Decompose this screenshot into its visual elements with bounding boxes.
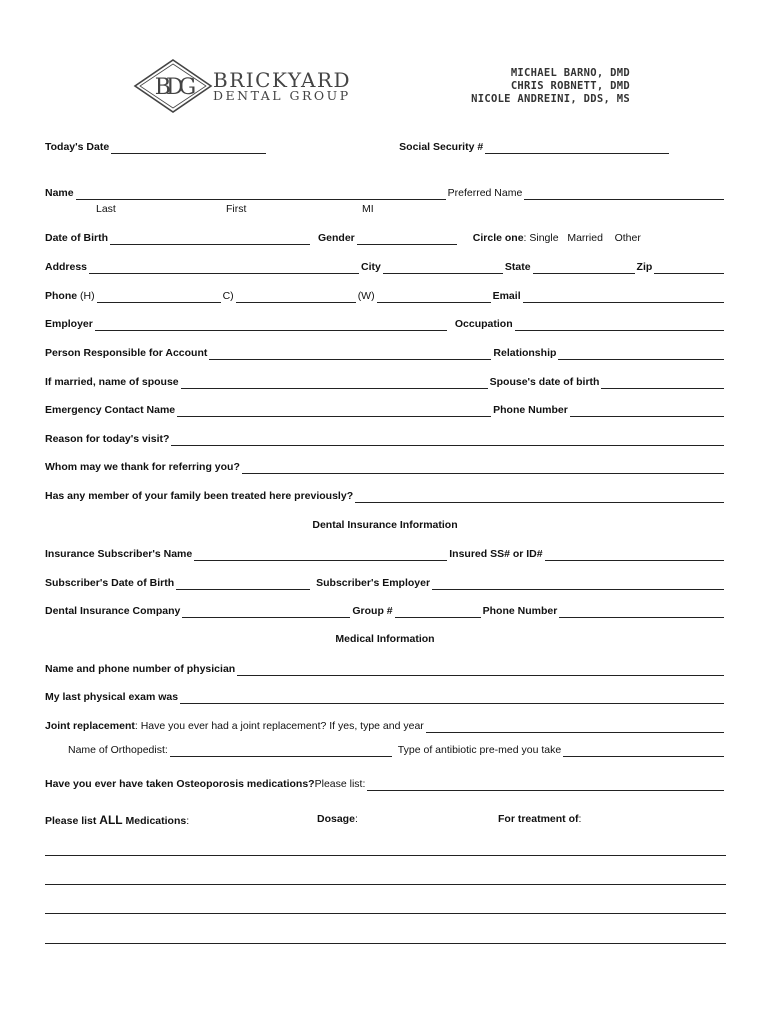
emergency-phone-label: Phone Number [493, 404, 568, 416]
row-address [45, 258, 726, 274]
medication-line[interactable] [45, 943, 726, 944]
gender-field[interactable] [357, 232, 457, 245]
insurance-company-field[interactable] [182, 605, 350, 618]
orthopedist-label: Name of Orthopedist: [68, 744, 168, 756]
brickyard-logo-mark [133, 58, 213, 114]
last-physical-label: My last physical exam was [45, 691, 179, 703]
group-label: Group # [352, 605, 393, 617]
row-name [45, 184, 726, 200]
row-date-ssn [45, 138, 726, 154]
emergency-contact-field[interactable] [177, 404, 491, 417]
referral-label: Whom may we thank for referring you? [45, 461, 240, 473]
insurance-heading: Dental Insurance Information [312, 519, 458, 531]
employer-field[interactable] [95, 318, 447, 331]
todays-date-label: Today's Date [45, 141, 110, 153]
preferred-name-label: Preferred Name [447, 187, 523, 199]
medical-heading: Medical Information [335, 633, 435, 645]
email-label: Email [492, 290, 521, 302]
name-sub-last: Last [96, 203, 116, 215]
row-emergency [45, 401, 726, 417]
medication-line[interactable] [45, 913, 726, 914]
name-field[interactable] [76, 187, 446, 200]
city-field[interactable] [383, 261, 503, 274]
row-orthopedist [68, 741, 726, 757]
joint-replacement-label: Joint replacement [45, 720, 135, 732]
zip-field[interactable] [654, 261, 724, 274]
subscriber-name-field[interactable] [194, 548, 447, 561]
ssn-label: Social Security # [399, 141, 484, 153]
name-sub-first: First [226, 203, 247, 215]
relationship-label: Relationship [493, 347, 557, 359]
row-physician [45, 660, 726, 676]
person-responsible-label: Person Responsible for Account [45, 347, 208, 359]
spouse-name-field[interactable] [181, 376, 488, 389]
phone-label: Phone (H) [45, 290, 95, 302]
phone-work-field[interactable] [377, 290, 491, 303]
joint-replacement-question: : Have you ever had a joint replacement? If yes, type and year [134, 720, 424, 732]
row-employer [45, 315, 726, 331]
employer-label: Employer [45, 318, 93, 330]
reason-visit-field[interactable] [171, 433, 724, 446]
ssn-field[interactable] [485, 141, 669, 154]
circle-one-label: Circle one [472, 232, 524, 244]
insurance-phone-label: Phone Number [482, 605, 558, 617]
zip-label: Zip [636, 261, 653, 273]
insured-ss-field[interactable] [545, 548, 724, 561]
insurance-company-label: Dental Insurance Company [45, 605, 181, 617]
row-subscriber [45, 545, 726, 561]
phone-cell-field[interactable] [236, 290, 356, 303]
spouse-name-label: If married, name of spouse [45, 376, 179, 388]
medication-line[interactable] [45, 855, 726, 856]
phone-work-label: (W) [357, 290, 375, 302]
address-field[interactable] [89, 261, 359, 274]
last-physical-field[interactable] [180, 691, 724, 704]
row-subscriber-dob [45, 574, 726, 590]
phone-cell-label: C) [222, 290, 234, 302]
subscriber-name-label: Insurance Subscriber's Name [45, 548, 193, 560]
osteoporosis-label: Have you ever have taken Osteoporosis medications? [45, 778, 315, 790]
physician-field[interactable] [237, 663, 724, 676]
joint-replacement-field[interactable] [426, 720, 724, 733]
row-osteoporosis [45, 775, 726, 791]
row-responsible [45, 344, 726, 360]
occupation-field[interactable] [515, 318, 724, 331]
occupation-label: Occupation [454, 318, 513, 330]
logo-monogram-text: BDG [154, 75, 192, 100]
row-referral [45, 458, 726, 474]
marital-options[interactable]: : Single Married Other [523, 232, 641, 244]
relationship-field[interactable] [558, 347, 724, 360]
name-sub-mi: MI [362, 203, 374, 215]
orthopedist-field[interactable] [170, 744, 392, 757]
doctor-name: CHRIS ROBNETT, DMD [510, 80, 630, 92]
state-field[interactable] [533, 261, 635, 274]
row-phone [45, 287, 726, 303]
reason-visit-label: Reason for today's visit? [45, 433, 170, 445]
group-field[interactable] [395, 605, 481, 618]
osteoporosis-note: Please list: [314, 778, 366, 790]
subscriber-dob-label: Subscriber's Date of Birth [45, 577, 175, 589]
spouse-dob-label: Spouse's date of birth [489, 376, 600, 388]
name-label: Name [45, 187, 74, 199]
subscriber-employer-label: Subscriber's Employer [316, 577, 431, 589]
referral-field[interactable] [242, 461, 724, 474]
row-physical [45, 688, 726, 704]
antibiotic-field[interactable] [563, 744, 724, 757]
medication-line[interactable] [45, 884, 726, 885]
city-label: City [361, 261, 381, 273]
email-field[interactable] [523, 290, 724, 303]
osteoporosis-field[interactable] [367, 778, 724, 791]
row-spouse [45, 373, 726, 389]
dosage-label: Dosage: [317, 813, 358, 825]
antibiotic-label: Type of antibiotic pre-med you take [397, 744, 562, 756]
emergency-contact-label: Emergency Contact Name [45, 404, 176, 416]
doctor-list [471, 67, 630, 106]
family-treated-field[interactable] [355, 490, 724, 503]
dob-field[interactable] [110, 232, 310, 245]
row-family [45, 487, 726, 503]
spouse-dob-field[interactable] [601, 376, 724, 389]
row-dob [45, 229, 726, 245]
brand-name: BRICKYARD [213, 68, 352, 92]
row-reason [45, 430, 726, 446]
emergency-phone-field[interactable] [570, 404, 724, 417]
subscriber-dob-field[interactable] [176, 577, 310, 590]
person-responsible-field[interactable] [209, 347, 491, 360]
phone-home-field[interactable] [97, 290, 221, 303]
preferred-name-field[interactable] [524, 187, 724, 200]
physician-label: Name and phone number of physician [45, 663, 236, 675]
medications-label: Please list ALL Medications: [45, 813, 190, 827]
state-label: State [504, 261, 531, 273]
insured-ss-label: Insured SS# or ID# [449, 548, 543, 560]
dob-label: Date of Birth [45, 232, 108, 244]
row-joint [45, 717, 726, 733]
family-treated-label: Has any member of your family been treated here previously? [45, 490, 354, 502]
gender-label: Gender [318, 232, 355, 244]
doctor-name: NICOLE ANDREINI, DDS, MS [471, 93, 630, 105]
treatment-label: For treatment of: [498, 813, 582, 825]
address-label: Address [45, 261, 88, 273]
brand-subname: DENTAL GROUP [213, 88, 351, 103]
todays-date-field[interactable] [111, 141, 266, 154]
row-company [45, 602, 726, 618]
insurance-phone-field[interactable] [559, 605, 724, 618]
doctor-name: MICHAEL BARNO, DMD [510, 67, 630, 79]
subscriber-employer-field[interactable] [432, 577, 724, 590]
